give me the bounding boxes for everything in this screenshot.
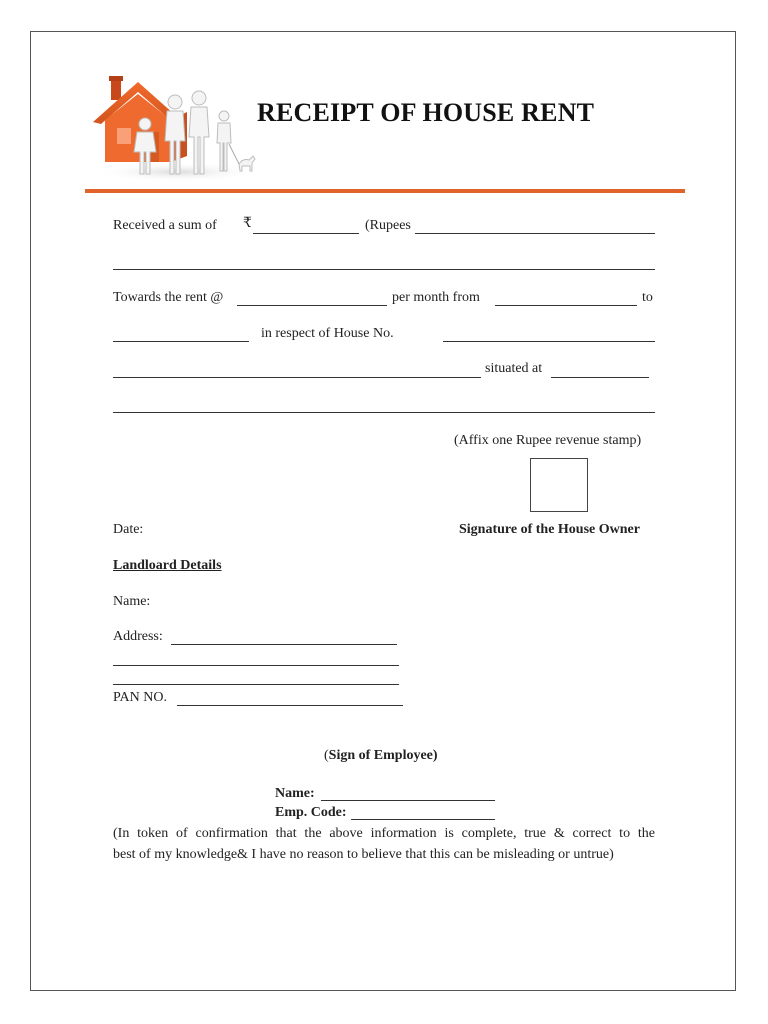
landlord-address-line-2[interactable] bbox=[113, 665, 399, 666]
situated-at-field-line[interactable] bbox=[551, 377, 649, 378]
employee-name-label: Name: bbox=[275, 786, 315, 801]
rent-amount-field-line[interactable] bbox=[237, 305, 387, 306]
towards-rent-label: Towards the rent @ bbox=[113, 290, 224, 305]
house-family-logo-icon bbox=[83, 72, 263, 184]
landlord-address-line-3[interactable] bbox=[113, 684, 399, 685]
received-label: Received a sum of bbox=[113, 218, 217, 233]
amount-field-line[interactable] bbox=[253, 233, 359, 234]
sign-of-employee-label bbox=[324, 748, 438, 764]
landlord-name-label: Name: bbox=[113, 594, 151, 609]
sign-open-paren: ( bbox=[324, 748, 329, 763]
landlord-address-field-line[interactable] bbox=[171, 644, 397, 645]
to-label: to bbox=[642, 290, 653, 305]
emp-code-label: Emp. Code: bbox=[275, 805, 347, 820]
employee-name-field-line[interactable] bbox=[321, 800, 495, 801]
landlord-address-label: Address: bbox=[113, 629, 163, 644]
header-divider bbox=[85, 189, 685, 193]
situated-at-label: situated at bbox=[485, 361, 543, 376]
sign-of-employee-text: Sign of Employee) bbox=[328, 748, 438, 763]
rupees-continuation-line[interactable] bbox=[113, 269, 655, 270]
emp-code-field-line[interactable] bbox=[351, 819, 495, 820]
to-date-field-line[interactable] bbox=[113, 341, 249, 342]
revenue-stamp-box bbox=[530, 458, 588, 512]
owner-signature-label: Signature of the House Owner bbox=[459, 522, 640, 537]
per-month-from-label: per month from bbox=[392, 290, 480, 305]
house-number-field-line[interactable] bbox=[443, 341, 655, 342]
declaration-line-1: (In token of confirmation that the above information is complete, true & correct to the bbox=[113, 826, 655, 841]
declaration-line-2: best of my knowledge& I have no reason to believe that this can be misleading or untrue) bbox=[113, 847, 614, 862]
address-continuation-line[interactable] bbox=[113, 412, 655, 413]
pan-field-line[interactable] bbox=[177, 705, 403, 706]
rupees-label: (Rupees bbox=[365, 218, 411, 233]
rupees-in-words-field-line[interactable] bbox=[415, 233, 655, 234]
rupee-symbol: ₹ bbox=[243, 216, 252, 231]
page-title: RECEIPT OF HOUSE RENT bbox=[257, 98, 595, 127]
in-respect-of-label: in respect of House No. bbox=[261, 326, 394, 341]
date-label: Date: bbox=[113, 522, 144, 537]
revenue-stamp-note: (Affix one Rupee revenue stamp) bbox=[454, 433, 642, 448]
pan-label: PAN NO. bbox=[113, 690, 167, 705]
from-date-field-line[interactable] bbox=[495, 305, 637, 306]
landlord-details-heading: Landloard Details bbox=[113, 558, 222, 573]
receipt-page bbox=[30, 31, 736, 991]
address-field-line[interactable] bbox=[113, 377, 481, 378]
